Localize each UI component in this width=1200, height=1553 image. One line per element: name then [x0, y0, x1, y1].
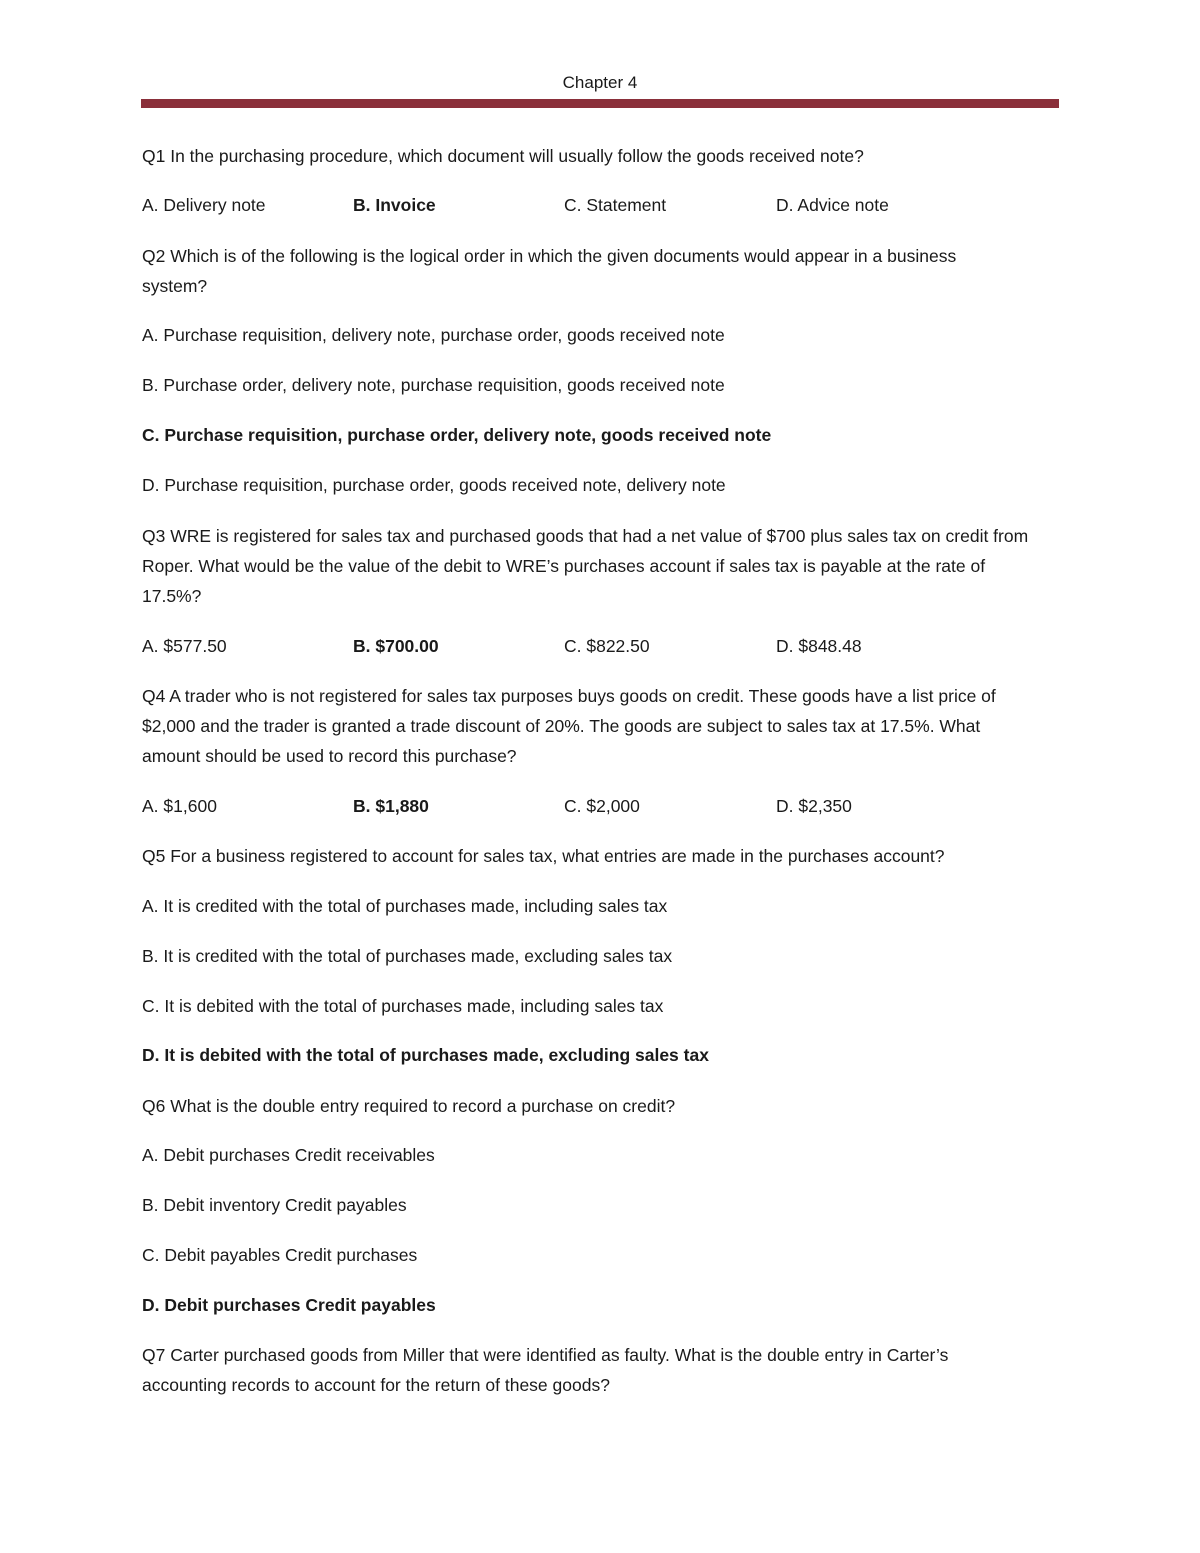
q3-option-d: D. $848.48: [776, 636, 862, 656]
q4-option-a: A. $1,600: [142, 796, 217, 816]
q2-option-d: D. Purchase requisition, purchase order, goods received note, delivery note: [142, 475, 726, 495]
question-4: Q4 A trader who is not registered for sales tax purposes buys goods on credit. These goods have a list price of $2,000 and the trader is granted a trade discount of 20%. The goods are subject to sales tax at 17.5%. What amount should be used to record this purchase?: [142, 686, 996, 766]
q3-option-a: A. $577.50: [142, 636, 227, 656]
question-3: Q3 WRE is registered for sales tax and purchased goods that had a net value of $700 plus sales tax on credit from Roper. What would be the value of the debit to WRE’s purchases account if sales tax is payable at the rate of 17.5%?: [142, 526, 1029, 606]
q1-option-d: D. Advice note: [776, 195, 889, 215]
q1-option-b-answer: B. Invoice: [353, 195, 436, 215]
q5-option-b: B. It is credited with the total of purchases made, excluding sales tax: [142, 946, 673, 966]
q3-option-c: C. $822.50: [564, 636, 650, 656]
q3-option-b-answer: B. $700.00: [353, 636, 439, 656]
header-rule: [141, 99, 1059, 108]
q6-option-c: C. Debit payables Credit purchases: [142, 1245, 418, 1265]
q2-option-c-answer: C. Purchase requisition, purchase order, delivery note, goods received note: [142, 425, 772, 445]
q6-option-b: B. Debit inventory Credit payables: [142, 1195, 407, 1215]
q4-option-b-answer: B. $1,880: [353, 796, 429, 816]
question-5: Q5 For a business registered to account for sales tax, what entries are made in the purchases account?: [142, 846, 945, 866]
question-1: Q1 In the purchasing procedure, which document will usually follow the goods received note?: [142, 146, 864, 166]
q1-option-a: A. Delivery note: [142, 195, 266, 215]
q2-option-a: A. Purchase requisition, delivery note, purchase order, goods received note: [142, 325, 725, 345]
page-header: Chapter 4: [562, 73, 638, 92]
q6-option-d-answer: D. Debit purchases Credit payables: [142, 1295, 436, 1315]
q4-option-d: D. $2,350: [776, 796, 852, 816]
question-7: Q7 Carter purchased goods from Miller that were identified as faulty. What is the double entry in Carter’s accounting records to account for the return of these goods?: [142, 1345, 949, 1395]
q4-option-c: C. $2,000: [564, 796, 640, 816]
q5-option-c: C. It is debited with the total of purchases made, including sales tax: [142, 996, 664, 1016]
q1-option-c: C. Statement: [564, 195, 667, 215]
q5-option-d-answer: D. It is debited with the total of purchases made, excluding sales tax: [142, 1045, 709, 1065]
q2-option-b: B. Purchase order, delivery note, purchase requisition, goods received note: [142, 375, 725, 395]
q5-option-a: A. It is credited with the total of purchases made, including sales tax: [142, 896, 668, 916]
q6-option-a: A. Debit purchases Credit receivables: [142, 1145, 435, 1165]
question-6: Q6 What is the double entry required to record a purchase on credit?: [142, 1096, 676, 1116]
question-2: Q2 Which is of the following is the logical order in which the given documents would appear in a business system?: [142, 246, 957, 296]
